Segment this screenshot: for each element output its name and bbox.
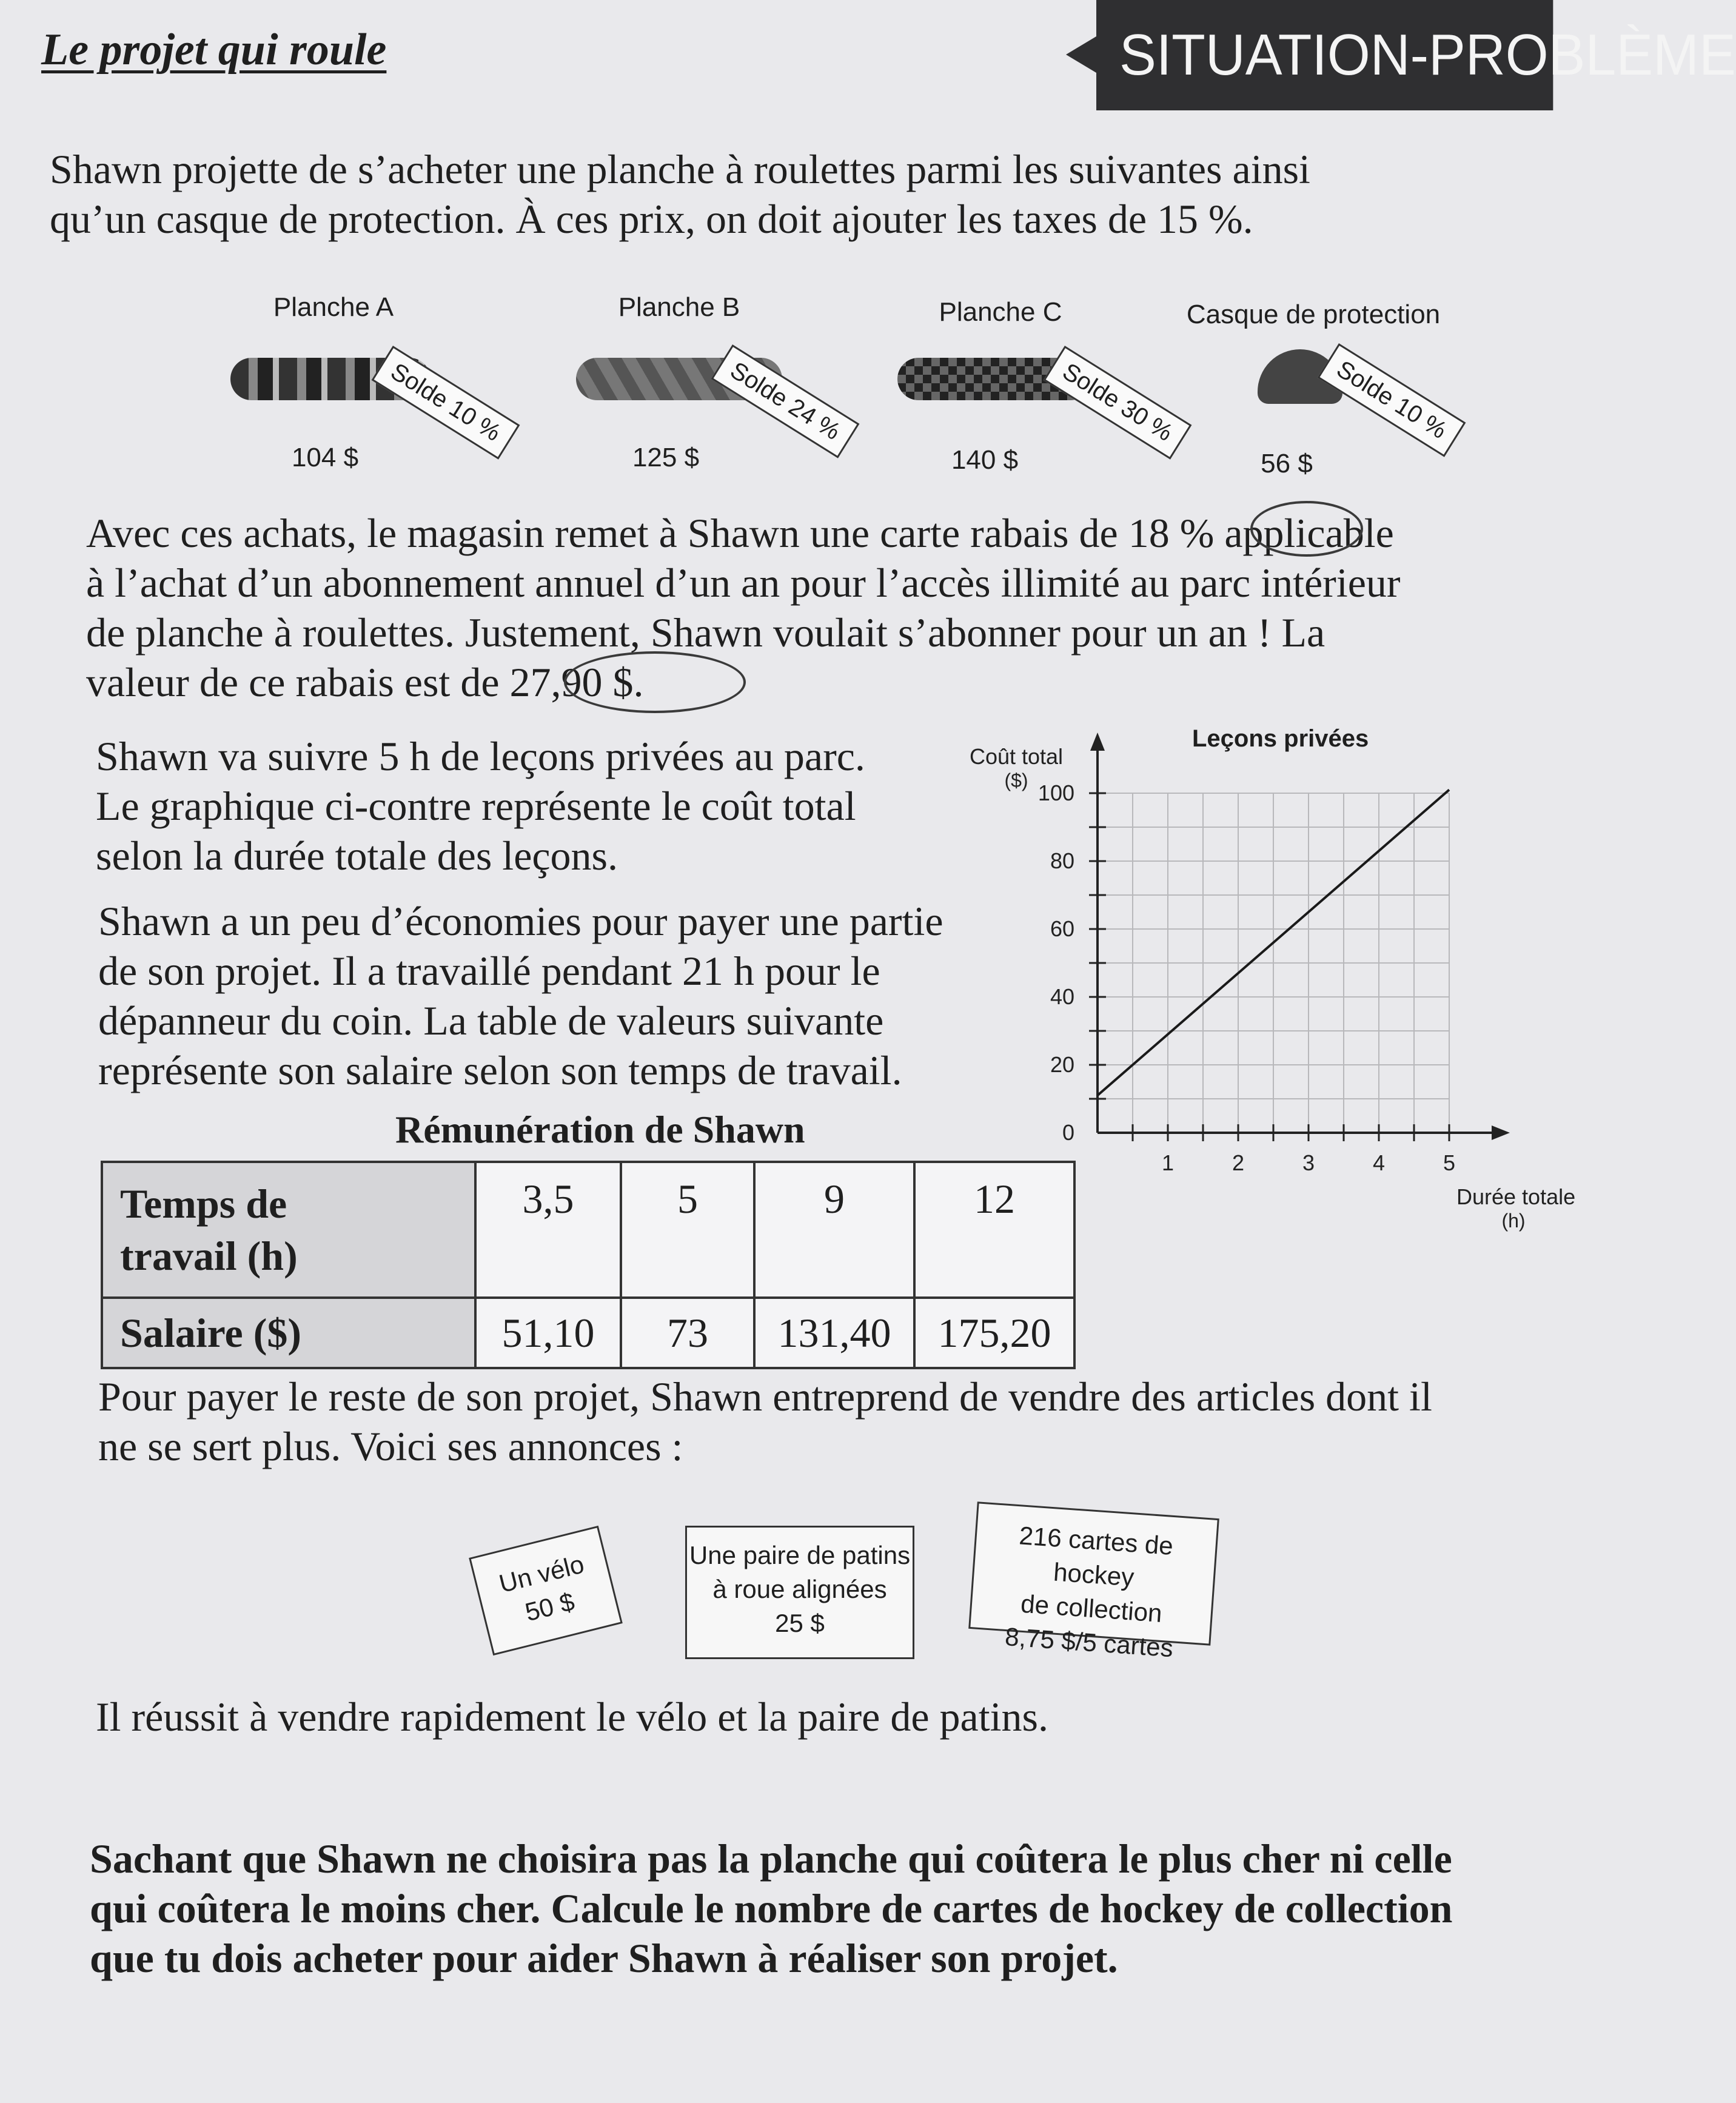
sale-tag-a: Solde 10 % <box>371 346 520 459</box>
product-name-b: Planche B <box>618 292 740 322</box>
product-name-a: Planche A <box>273 292 394 322</box>
ad-skates-price: 25 $ <box>775 1609 825 1637</box>
ad-hockey-line: de collection <box>1019 1589 1164 1628</box>
lessons-line: selon la durée totale des leçons. <box>96 833 618 879</box>
savings-paragraph <box>98 896 1044 1095</box>
y-tick-label: 0 <box>1062 1120 1074 1145</box>
product-name-c: Planche C <box>939 297 1062 327</box>
row-header-time-line: Temps de <box>120 1181 287 1227</box>
ad-skates <box>685 1526 914 1659</box>
section-banner: SITUATION-PROBLÈME <box>1096 0 1553 110</box>
savings-line: de son projet. Il a travaillé pendant 21 h pour le <box>98 948 880 994</box>
ad-hockey-cards <box>968 1501 1219 1663</box>
x-tick-label: 4 <box>1372 1150 1386 1175</box>
price-b: 125 $ <box>632 443 700 472</box>
intro-line: qu’un casque de protection. À ces prix, on doit ajouter les taxes de 15 %. <box>50 196 1253 242</box>
price-helmet: 56 $ <box>1261 449 1313 478</box>
table-cell: 9 <box>754 1162 914 1298</box>
ad-bike-price: 50 $ <box>522 1586 577 1627</box>
table-cell: 131,40 <box>754 1298 914 1368</box>
ad-bike-title: Un vélo <box>496 1549 587 1598</box>
x-tick-label: 3 <box>1302 1150 1315 1175</box>
chart-x-label-unit: (h) <box>1501 1210 1526 1232</box>
ads-intro-line: ne se sert plus. Voici ses annonces : <box>98 1423 683 1469</box>
question-paragraph <box>90 1834 1575 1983</box>
y-tick-label: 100 <box>1037 780 1074 805</box>
banner-arrow <box>1066 36 1096 73</box>
savings-line: dépanneur du coin. La table de valeurs suivante <box>98 998 884 1044</box>
discount-line: Avec ces achats, le magasin remet à Shawn une carte rabais de 18 % applicable <box>86 510 1394 556</box>
discount-line: à l’achat d’un abonnement annuel d’un an pour l’accès illimité au parc intérieur <box>86 560 1401 606</box>
ad-hockey-line: 216 cartes de hockey <box>1018 1521 1175 1592</box>
price-c: 140 $ <box>951 445 1019 475</box>
row-header-time <box>102 1162 475 1298</box>
chart-x-label: Durée totale <box>1456 1184 1576 1209</box>
ads-intro-paragraph <box>98 1372 1566 1471</box>
table-cell: 5 <box>621 1162 754 1298</box>
question-line: qui coûtera le moins cher. Calcule le nombre de cartes de hockey de collection <box>90 1885 1453 1931</box>
pay-table <box>101 1161 1076 1369</box>
table-cell: 12 <box>914 1162 1074 1298</box>
sale-tag-b: Solde 24 % <box>711 344 859 458</box>
lessons-line: Shawn va suivre 5 h de leçons privées au parc. <box>96 733 865 779</box>
discount-line: de planche à roulettes. Justement, Shawn voulait s’abonner pour un an ! La <box>86 609 1325 656</box>
chart-grid <box>1098 793 1449 1133</box>
ad-skates-line: à roue alignées <box>712 1575 887 1603</box>
table-row <box>102 1162 1074 1298</box>
price-a: 104 $ <box>291 443 359 472</box>
sale-tag-c: Solde 30 % <box>1043 346 1191 459</box>
ads-intro-line: Pour payer le reste de son projet, Shawn entreprend de vendre des articles dont il <box>98 1373 1432 1420</box>
sale-tag-helmet: Solde 10 % <box>1317 343 1466 457</box>
x-tick-label: 1 <box>1161 1150 1175 1175</box>
row-header-salary: Salaire ($) <box>102 1298 475 1368</box>
table-cell: 3,5 <box>475 1162 621 1298</box>
question-line: Sachant que Shawn ne choisira pas la planche qui coûtera le plus cher ni celle <box>90 1836 1452 1882</box>
page-title: Le projet qui roule <box>41 25 387 75</box>
intro-paragraph <box>50 144 1541 244</box>
ad-skates-line: Une paire de patins <box>689 1541 911 1569</box>
chart-title: Leçons privées <box>1192 725 1369 752</box>
intro-line: Shawn projette de s’acheter une planche à roulettes parmi les suivantes ainsi <box>50 146 1310 192</box>
sold-paragraph: Il réussit à vendre rapidement le vélo et la paire de patins. <box>96 1694 1048 1740</box>
x-tick-label: 5 <box>1443 1150 1456 1175</box>
row-header-time-line: travail (h) <box>120 1233 298 1279</box>
y-tick-label: 20 <box>1050 1052 1074 1077</box>
table-cell: 51,10 <box>475 1298 621 1368</box>
savings-line: représente son salaire selon son temps de travail. <box>98 1047 902 1093</box>
question-line: que tu dois acheter pour aider Shawn à réaliser son projet. <box>90 1935 1118 1981</box>
lessons-paragraph <box>96 731 993 880</box>
y-tick-label: 80 <box>1050 848 1074 873</box>
table-row <box>102 1298 1074 1368</box>
y-tick-label: 40 <box>1050 984 1074 1009</box>
chart-y-label-unit: ($) <box>1004 770 1028 791</box>
ad-hockey-price: 8,75 $/5 cartes <box>1004 1622 1175 1663</box>
table-cell: 73 <box>621 1298 754 1368</box>
x-axis-arrow <box>1492 1125 1510 1140</box>
handwritten-circle-percent <box>1250 501 1363 557</box>
ad-bike <box>469 1526 623 1655</box>
handwritten-circle-value <box>564 651 746 713</box>
table-title: Rémunération de Shawn <box>395 1108 805 1151</box>
discount-line: valeur de ce rabais est de 27,90 $. <box>86 659 644 705</box>
lessons-line: Le graphique ci-contre représente le coût total <box>96 783 856 829</box>
y-axis-arrow <box>1090 733 1105 751</box>
table-cell: 175,20 <box>914 1298 1074 1368</box>
savings-line: Shawn a un peu d’économies pour payer une partie <box>98 898 943 944</box>
chart-y-label: Coût total <box>969 744 1064 769</box>
x-tick-label: 2 <box>1232 1150 1245 1175</box>
y-tick-label: 60 <box>1050 916 1074 941</box>
product-name-helmet: Casque de protection <box>1186 300 1441 329</box>
